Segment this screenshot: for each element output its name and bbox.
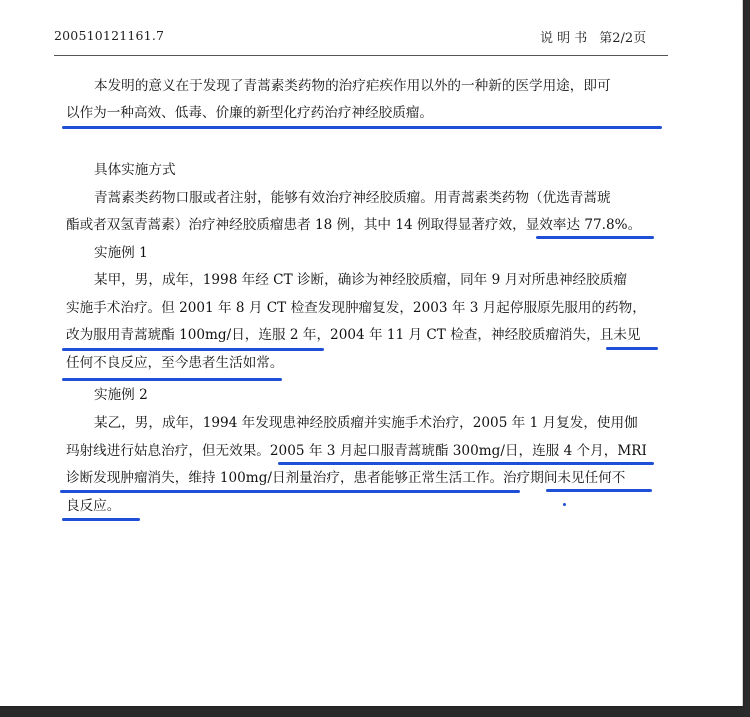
- page-number: 第2/2页: [599, 31, 647, 46]
- underline-annotation: [606, 347, 658, 350]
- underline-annotation: [62, 126, 662, 129]
- example-1-title: 实施例 1: [94, 245, 148, 261]
- underline-annotation: [546, 489, 652, 492]
- example-2-line-3: 诊断发现肿瘤消失，维持 100mg/日剂量治疗，患者能够正常生活工作。治疗期间未见任何不: [66, 470, 626, 486]
- underline-annotation: [62, 378, 282, 381]
- example-2-title: 实施例 2: [94, 387, 148, 403]
- example-2-line-2: 玛射线进行姑息治疗，但无效果。2005 年 3 月起口服青蒿琥酯 300mg/日，连服 4 个月，MRI: [66, 443, 647, 459]
- underline-annotation: [278, 462, 654, 465]
- paragraph-2-line-2: 酯或者双氢青蒿素）治疗神经胶质瘤患者 18 例，其中 14 例取得显著疗效，显效率达 77.8%。: [66, 217, 642, 233]
- example-2-line-4: 良反应。: [66, 498, 121, 514]
- patent-number: 200510121161.7: [54, 28, 165, 43]
- paragraph-1-line-1: 本发明的意义在于发现了青蒿素类药物的治疗疟疾作用以外的一种新的医学用途，即可: [94, 78, 611, 94]
- underline-annotation: [536, 236, 654, 239]
- example-1-line-1: 某甲，男，成年，1998 年经 CT 诊断，确诊为神经胶质瘤，同年 9 月对所患神经胶质瘤: [94, 272, 627, 288]
- example-1-line-3: 改为服用青蒿琥酯 100mg/日，连服 2 年，2004 年 11 月 CT 检查，神经胶质瘤消失，且未见: [66, 327, 641, 343]
- example-1-line-2: 实施手术治疗。但 2001 年 8 月 CT 检查发现肿瘤复发，2003 年 3 月起停服原先服用的药物，: [66, 300, 646, 316]
- example-1-line-4: 任何不良反应，至今患者生活如常。: [66, 355, 284, 371]
- paragraph-2-line-1: 青蒿素类药物口服或者注射，能够有效治疗神经胶质瘤。用青蒿素类药物（优选青蒿琥: [94, 190, 611, 206]
- section-title: 具体实施方式: [94, 162, 176, 178]
- paragraph-1-line-2: 以作为一种高效、低毒、价廉的新型化疗药治疗神经胶质瘤。: [66, 105, 434, 121]
- underline-annotation: [62, 518, 140, 521]
- header-rule: [54, 55, 668, 56]
- underline-annotation: [60, 490, 520, 493]
- page-header-right: [540, 27, 646, 46]
- example-2-line-1: 某乙，男，成年，1994 年发现患神经胶质瘤并实施手术治疗，2005 年 1 月复发，使用伽: [94, 415, 638, 431]
- underline-annotation: [62, 348, 324, 351]
- doc-title: 说 明 书: [540, 31, 588, 46]
- pen-dot-mark: [563, 503, 566, 506]
